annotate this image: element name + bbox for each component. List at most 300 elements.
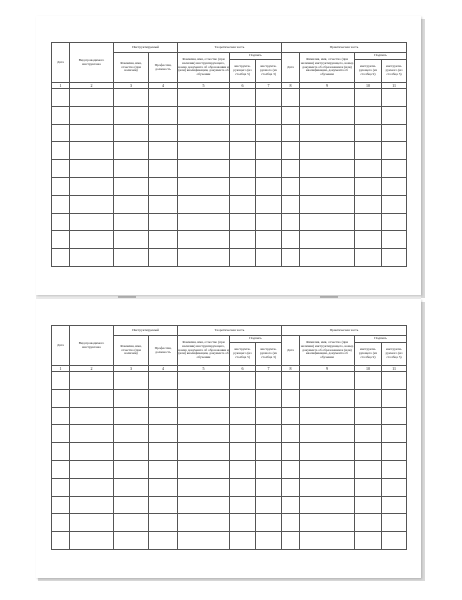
table-cell [382,195,407,213]
table-cell [256,496,282,514]
column-number: 6 [230,366,256,372]
table-cell [230,407,256,425]
column-number: 11 [382,366,407,372]
table-cell [355,213,382,231]
table-row [52,106,407,124]
table-cell [178,372,230,390]
table-cell [355,106,382,124]
table-cell [114,514,149,532]
table-cell [256,407,282,425]
table-cell [52,514,70,532]
table-cell [149,195,178,213]
table-cell [256,372,282,390]
table-cell [282,407,300,425]
table-cell [52,213,70,231]
table-cell [256,106,282,124]
table-cell [300,195,355,213]
table-cell [52,160,70,178]
table-cell [300,177,355,195]
table-cell [70,514,114,532]
header-fio-instructor: Фамилия, имя, отчество (при наличии) инструктирующего, номер документа об образовании и (или) квалификации, документа об обучении [178,53,230,83]
table-cell [300,124,355,142]
table-cell [256,142,282,160]
table-cell [382,372,407,390]
journal-page-top [36,16,421,295]
table-cell [149,389,178,407]
table-cell [52,89,70,107]
table-cell [178,496,230,514]
table-cell [178,124,230,142]
table-cell [149,372,178,390]
table-cell [355,532,382,550]
table-cell [52,389,70,407]
table-cell [114,425,149,443]
table-cell [256,177,282,195]
column-number: 11 [382,83,407,89]
table-cell [282,389,300,407]
header-date-practice: Дата [282,336,300,366]
column-number: 9 [300,83,355,89]
table-cell [282,478,300,496]
table-cell [382,249,407,267]
table-cell [149,89,178,107]
column-number: 7 [256,366,282,372]
table-row [52,496,407,514]
table-cell [149,177,178,195]
briefing-journal-table [51,325,407,550]
table-cell [300,372,355,390]
table-cell [300,160,355,178]
table-cell [256,249,282,267]
fold-notch [118,296,136,298]
column-number: 8 [282,83,300,89]
column-number: 10 [355,366,382,372]
header-signature: Подпись [230,336,282,343]
table-cell [355,372,382,390]
table-cell [282,213,300,231]
table-cell [114,142,149,160]
header-fio-instructed: Фамилия, имя, отчество (при наличии) [114,336,149,366]
table-cell [230,177,256,195]
header-briefing-type: Вид проводимого инструктажа [70,43,114,83]
table-row [52,124,407,142]
table-cell [230,496,256,514]
table-cell [382,89,407,107]
table-cell [256,532,282,550]
table-row [52,443,407,461]
header-fio-instructed: Фамилия, имя, отчество (при наличии) [114,53,149,83]
table-row [52,425,407,443]
table-cell [70,443,114,461]
table-cell [355,389,382,407]
table-cell [355,496,382,514]
table-cell [52,478,70,496]
table-cell [52,443,70,461]
table-cell [114,407,149,425]
table-row [52,142,407,160]
column-number: 6 [230,83,256,89]
table-cell [282,231,300,249]
table-cell [256,460,282,478]
table-cell [52,407,70,425]
table-cell [230,372,256,390]
table-row [52,213,407,231]
table-cell [178,389,230,407]
table-cell [300,460,355,478]
table-cell [300,478,355,496]
table-cell [70,425,114,443]
table-row [52,372,407,390]
table-cell [178,213,230,231]
header-theory: Теоретическая часть [178,43,282,53]
table-cell [382,231,407,249]
table-cell [300,213,355,231]
table-cell [382,142,407,160]
header-profession: Профессия, должность [149,53,178,83]
table-cell [256,89,282,107]
table-cell [282,496,300,514]
column-number: 2 [70,366,114,372]
table-cell [149,496,178,514]
table-cell [382,106,407,124]
header-sign-instructing: инструкти-рующего (из столбца 5) [230,343,256,366]
table-cell [256,124,282,142]
table-cell [382,532,407,550]
table-cell [230,532,256,550]
table-cell [114,249,149,267]
table-cell [114,478,149,496]
table-row [52,460,407,478]
table-cell [178,425,230,443]
table-cell [230,389,256,407]
table-cell [52,496,70,514]
table-cell [149,249,178,267]
table-cell [52,460,70,478]
table-cell [355,231,382,249]
table-cell [52,177,70,195]
table-row [52,407,407,425]
header-sign-instructing: инструкти-рующего (из столбца 5) [230,60,256,83]
table-cell [149,160,178,178]
table-cell [282,249,300,267]
column-number: 9 [300,366,355,372]
table-cell [230,425,256,443]
table-cell [382,460,407,478]
table-cell [70,142,114,160]
table-cell [52,142,70,160]
table-cell [114,372,149,390]
table-cell [52,124,70,142]
table-cell [382,514,407,532]
table-cell [70,478,114,496]
table-cell [114,389,149,407]
header-theory: Теоретическая часть [178,326,282,336]
table-cell [282,514,300,532]
table-cell [149,460,178,478]
table-cell [355,478,382,496]
table-cell [382,213,407,231]
table-cell [70,460,114,478]
header-fio-instructor-practice: Фамилия, имя, отчество (при наличии) инструктирующего, номер документа об образовании и (или) квалификации, документа об обучении [300,336,355,366]
table-cell [256,231,282,249]
column-number: 1 [52,83,70,89]
table-cell [230,142,256,160]
table-cell [230,249,256,267]
table-cell [282,160,300,178]
table-cell [149,425,178,443]
table-cell [149,142,178,160]
table-cell [382,389,407,407]
table-cell [282,195,300,213]
table-cell [382,496,407,514]
table-row [52,514,407,532]
fold-notch [320,296,338,298]
header-sign-instructing-practice: инструкти-рующего (из столбца 9) [355,60,382,83]
table-cell [114,443,149,461]
table-row [52,89,407,107]
table-cell [382,177,407,195]
table-cell [382,160,407,178]
table-cell [256,443,282,461]
table-cell [178,89,230,107]
table-cell [282,532,300,550]
table-cell [70,213,114,231]
table-cell [178,478,230,496]
table-cell [355,89,382,107]
table-cell [256,514,282,532]
table-cell [70,195,114,213]
table-row [52,160,407,178]
header-instructed: Инструктируемый [114,326,178,336]
table-cell [149,478,178,496]
table-cell [52,532,70,550]
table-cell [382,407,407,425]
table-cell [178,532,230,550]
table-cell [114,89,149,107]
table-cell [149,106,178,124]
table-cell [382,478,407,496]
table-cell [355,142,382,160]
header-sign-instructed-practice: инструкти-руемого (из столбца 3) [382,343,407,366]
table-cell [282,124,300,142]
table-cell [230,106,256,124]
table-cell [256,160,282,178]
table-cell [178,460,230,478]
table-row [52,231,407,249]
column-number: 10 [355,83,382,89]
table-cell [300,249,355,267]
table-cell [300,142,355,160]
table-cell [355,460,382,478]
table-cell [300,389,355,407]
table-cell [114,106,149,124]
table-cell [355,425,382,443]
table-cell [230,124,256,142]
table-cell [52,249,70,267]
column-number: 7 [256,83,282,89]
table-cell [114,532,149,550]
header-profession: Профессия, должность [149,336,178,366]
table-cell [230,89,256,107]
table-cell [256,478,282,496]
header-briefing-type: Вид проводимого инструктажа [70,326,114,366]
table-cell [52,231,70,249]
table-cell [355,195,382,213]
table-cell [230,443,256,461]
table-cell [114,231,149,249]
table-cell [178,160,230,178]
table-cell [178,106,230,124]
table-cell [52,425,70,443]
briefing-journal-table [51,42,407,267]
table-cell [256,195,282,213]
table-cell [282,372,300,390]
table-cell [70,372,114,390]
column-number: 4 [149,366,178,372]
table-cell [114,496,149,514]
table-cell [355,160,382,178]
table-cell [282,460,300,478]
table-row [52,195,407,213]
table-row [52,478,407,496]
header-sign-instructed: инструкти-руемого (из столбца 3) [256,60,282,83]
table-cell [300,89,355,107]
table-cell [114,195,149,213]
table-row [52,249,407,267]
table-cell [70,89,114,107]
table-cell [52,106,70,124]
table-cell [70,532,114,550]
header-date-practice: Дата [282,53,300,83]
header-sign-instructed-practice: инструкти-руемого (из столбца 3) [382,60,407,83]
column-number: 2 [70,83,114,89]
header-fio-instructor-practice: Фамилия, имя, отчество (при наличии) инструктирующего, номер документа об образовании и (или) квалификации, документа об обучении [300,53,355,83]
table-cell [70,177,114,195]
table-cell [178,231,230,249]
table-cell [300,425,355,443]
table-cell [70,124,114,142]
table-cell [70,496,114,514]
table-cell [149,443,178,461]
table-cell [149,124,178,142]
table-cell [178,514,230,532]
table-cell [355,177,382,195]
table-cell [300,106,355,124]
table-cell [149,407,178,425]
table-cell [52,195,70,213]
table-cell [70,249,114,267]
table-cell [230,460,256,478]
table-cell [230,231,256,249]
table-cell [114,124,149,142]
table-cell [230,514,256,532]
table-cell [382,443,407,461]
column-number: 5 [178,83,230,89]
header-instructed: Инструктируемый [114,43,178,53]
table-cell [70,407,114,425]
table-cell [300,407,355,425]
table-cell [70,106,114,124]
table-cell [282,177,300,195]
table-cell [256,213,282,231]
table-cell [230,195,256,213]
column-number: 3 [114,83,149,89]
table-cell [282,425,300,443]
table-cell [178,177,230,195]
table-cell [355,514,382,532]
table-cell [114,177,149,195]
header-date: Дата [52,43,70,83]
table-cell [230,213,256,231]
table-cell [300,496,355,514]
table-cell [230,160,256,178]
journal-page-bottom [36,299,421,578]
table-row [52,389,407,407]
header-signature-practice: Подпись [355,336,407,343]
header-date: Дата [52,326,70,366]
table-cell [70,160,114,178]
table-cell [282,443,300,461]
column-number: 5 [178,366,230,372]
table-cell [355,124,382,142]
table-cell [256,389,282,407]
table-cell [114,460,149,478]
table-cell [300,231,355,249]
table-row [52,532,407,550]
header-sign-instructed: инструкти-руемого (из столбца 3) [256,343,282,366]
column-number: 3 [114,366,149,372]
table-row [52,177,407,195]
table-cell [70,231,114,249]
table-cell [114,213,149,231]
table-cell [149,213,178,231]
header-sign-instructing-practice: инструкти-рующего (из столбца 9) [355,343,382,366]
column-number: 1 [52,366,70,372]
table-cell [256,425,282,443]
header-signature: Подпись [230,53,282,60]
table-cell [355,443,382,461]
table-cell [114,160,149,178]
table-cell [300,443,355,461]
header-practice: Практическая часть [282,43,407,53]
table-cell [282,89,300,107]
table-cell [149,514,178,532]
table-cell [300,514,355,532]
table-cell [178,407,230,425]
table-cell [178,249,230,267]
table-cell [230,478,256,496]
table-cell [149,231,178,249]
table-cell [52,372,70,390]
table-cell [382,124,407,142]
table-cell [178,443,230,461]
table-cell [355,249,382,267]
header-fio-instructor: Фамилия, имя, отчество (при наличии) инструктирующего, номер документа об образовании и (или) квалификации, документа об обучении [178,336,230,366]
table-cell [282,106,300,124]
table-cell [355,407,382,425]
table-cell [178,142,230,160]
table-cell [300,532,355,550]
table-cell [282,142,300,160]
header-practice: Практическая часть [282,326,407,336]
table-cell [70,389,114,407]
column-number: 8 [282,366,300,372]
table-cell [178,195,230,213]
table-cell [149,532,178,550]
column-number: 4 [149,83,178,89]
header-signature-practice: Подпись [355,53,407,60]
table-cell [382,425,407,443]
